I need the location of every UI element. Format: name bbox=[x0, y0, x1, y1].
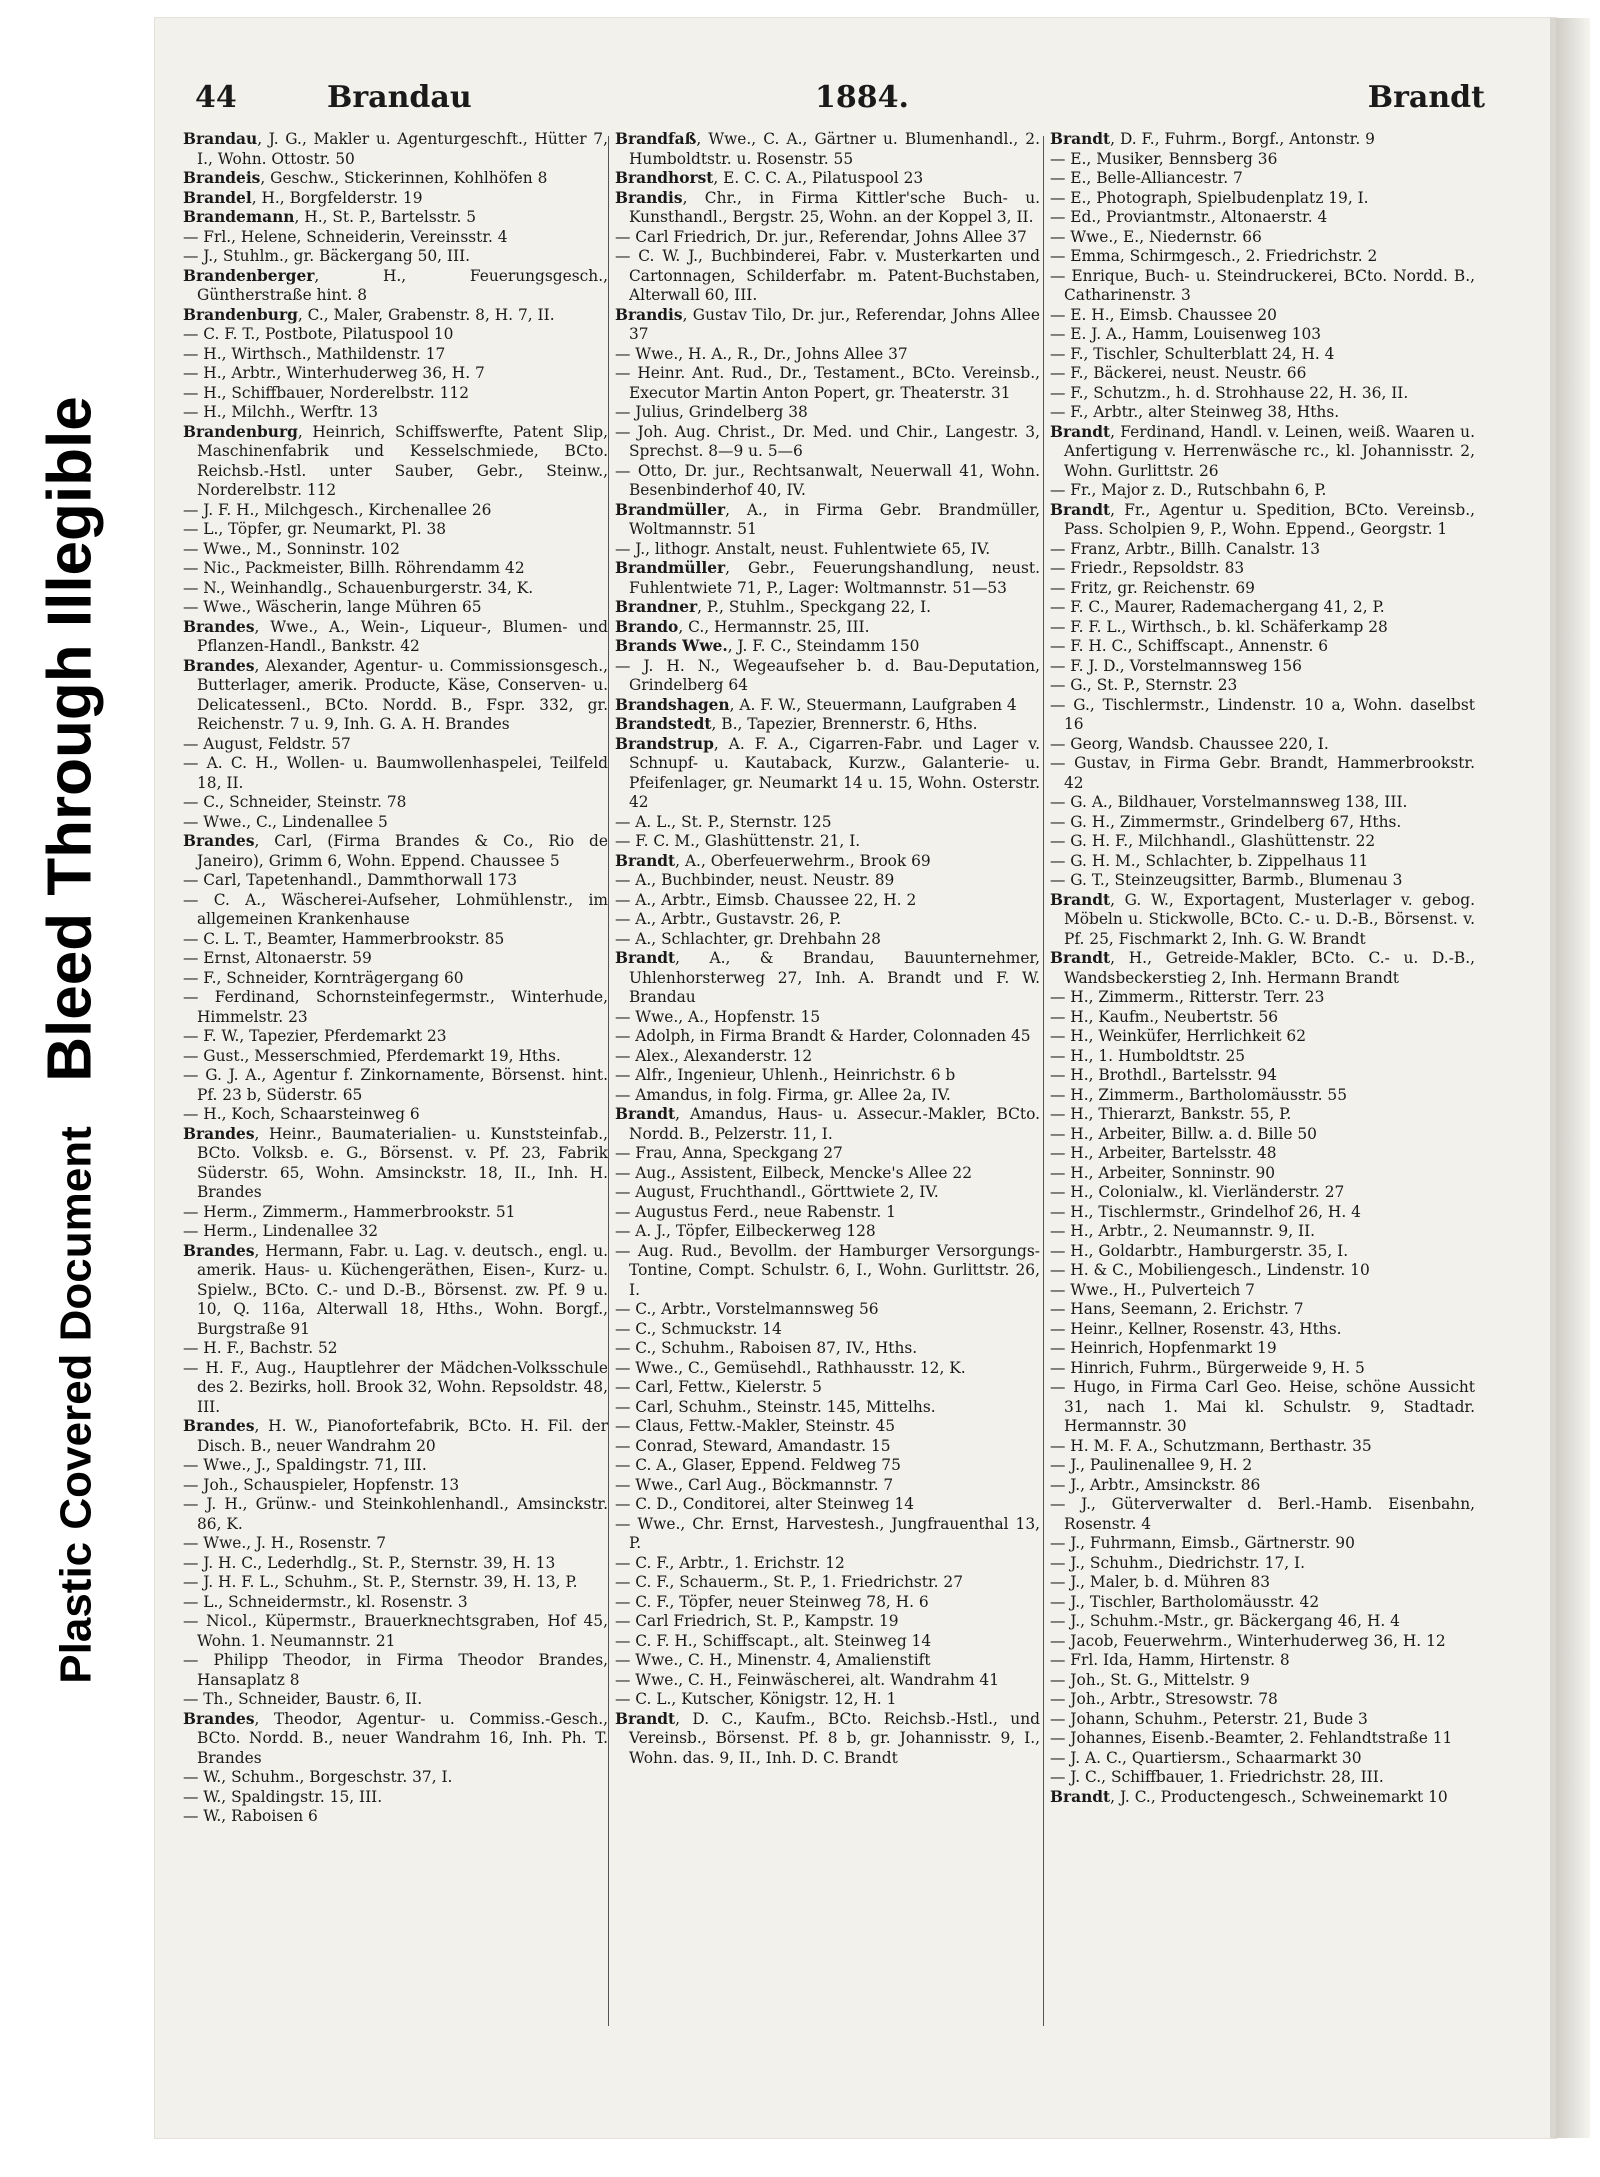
directory-entry: — A. L., St. P., Sternstr. 125 bbox=[615, 812, 832, 831]
directory-entry: — C. F., Arbtr., 1. Erichstr. 12 bbox=[615, 1553, 845, 1572]
directory-entry: Brandt, D. F., Fuhrm., Borgf., Antonstr. 9 bbox=[1050, 130, 1375, 148]
directory-entry: Brandes, Theodor, Agentur- u. Commiss.-Gesch., BCto. Nordd. B., neuer Wandrahm 16, Inh. Ph. T. Brandes bbox=[183, 1709, 608, 1767]
directory-entry: — C. D., Conditorei, alter Steinweg 14 bbox=[615, 1495, 915, 1513]
directory-entry: — H. F., Aug., Hauptlehrer der Mädchen-Volksschule des 2. Bezirks, holl. Brook 32, Wohn. Repsoldstr. 48, III. bbox=[183, 1358, 608, 1416]
directory-entry: Brandenburg, Heinrich, Schiffswerfte, Patent Slip, Maschinenfabrik und Kesselschmiede, BCto. Reichsb.-Hstl. unter Sauber, Gebr., Steinw., Norderelbstr. 112 bbox=[183, 422, 608, 499]
directory-entry: Brando, C., Hermannstr. 25, III. bbox=[615, 617, 870, 636]
directory-entry: — J., lithogr. Anstalt, neust. Fuhlentwiete 65, IV. bbox=[615, 539, 991, 558]
entry-surname: Brandes bbox=[183, 1124, 255, 1143]
entry-surname: Brandes bbox=[183, 832, 255, 850]
directory-entry: — H., Tischlermstr., Grindelhof 26, H. 4 bbox=[1050, 1202, 1361, 1221]
side-label-line-plastic: Plastic Covered Document bbox=[51, 1126, 101, 1684]
directory-entry: — C., Schuhm., Raboisen 87, IV., Hths. bbox=[615, 1339, 918, 1357]
entry-surname: Brandstrup bbox=[615, 734, 714, 753]
directory-entry: — E., Belle-Alliancestr. 7 bbox=[1050, 169, 1243, 187]
entry-surname: Brandt bbox=[1050, 949, 1111, 967]
directory-entry: — Carl Friedrich, Dr. jur., Referendar, Johns Allee 37 bbox=[615, 227, 1027, 246]
entry-surname: Brandfaß bbox=[615, 130, 697, 148]
directory-entry: Brandt, A., Oberfeuerwehrm., Brook 69 bbox=[615, 851, 931, 870]
directory-entry: Brandeis, Geschw., Stickerinnen, Kohlhöfen 8 bbox=[183, 169, 548, 187]
directory-entry: — J. A. C., Quartiersm., Schaarmarkt 30 bbox=[1050, 1748, 1362, 1767]
directory-entry: Brandfaß, Wwe., C. A., Gärtner u. Blumenhandl., 2. Humboldtstr. u. Rosenstr. 55 bbox=[615, 130, 1040, 168]
directory-entry: — G. T., Steinzeugsitter, Barmb., Blumenau 3 bbox=[1050, 871, 1403, 889]
directory-entry: — H., Wirthsch., Mathildenstr. 17 bbox=[183, 344, 446, 363]
directory-entry: — J. H., Grünw.- und Steinkohlenhandl., Amsinckstr. 86, K. bbox=[183, 1495, 608, 1533]
directory-entry: — Heinr., Kellner, Rosenstr. 43, Hths. bbox=[1050, 1319, 1342, 1338]
directory-entry: — Ferdinand, Schornsteinfegermstr., Winterhude, Himmelstr. 23 bbox=[183, 988, 608, 1026]
directory-entry: — H., Arbtr., 2. Neumannstr. 9, II. bbox=[1050, 1222, 1316, 1240]
directory-entry: — C. A., Glaser, Eppend. Feldweg 75 bbox=[615, 1456, 901, 1474]
column-divider bbox=[1043, 136, 1044, 2026]
directory-entry: — C., Arbtr., Vorstelmannsweg 56 bbox=[615, 1300, 879, 1318]
directory-entry: — Wwe., J. H., Rosenstr. 7 bbox=[183, 1534, 387, 1552]
directory-column-1 bbox=[183, 130, 608, 2050]
directory-entry: — A. C. H., Wollen- u. Baumwollenhaspelei, Teilfeld 18, II. bbox=[183, 754, 608, 792]
directory-entry: — Hugo, in Firma Carl Geo. Heise, schöne Aussicht 31, nach 1. Mai kl. Schulstr. 9, Stadtadr. Hermannstr. 30 bbox=[1050, 1378, 1475, 1435]
entry-surname: Brandemann bbox=[183, 208, 295, 226]
directory-entry: Brandel, H., Borgfelderstr. 19 bbox=[183, 188, 423, 207]
directory-entry: — Herm., Zimmerm., Hammerbrookstr. 51 bbox=[183, 1202, 516, 1221]
directory-entry: Brandt, H., Getreide-Makler, BCto. C.- u. D.-B., Wandsbeckerstieg 2, Inh. Hermann Brandt bbox=[1050, 949, 1475, 987]
directory-entry: Brandis, Chr., in Firma Kittler'sche Buch- u. Kunsthandl., Bergstr. 25, Wohn. an der Koppel 3, II. bbox=[615, 188, 1040, 226]
directory-entry: — Georg, Wandsb. Chaussee 220, I. bbox=[1050, 734, 1329, 753]
directory-entry: — C. F., Töpfer, neuer Steinweg 78, H. 6 bbox=[615, 1592, 929, 1611]
directory-entry: — Wwe., Carl Aug., Böckmannstr. 7 bbox=[615, 1475, 894, 1494]
directory-entry: — Frl., Helene, Schneiderin, Vereinsstr. 4 bbox=[183, 227, 508, 246]
directory-entry: — Aug. Rud., Bevollm. der Hamburger Versorgungs-Tontine, Compt. Schulstr. 6, I., Wohn. Gurlittstr. 26, I. bbox=[615, 1241, 1040, 1299]
entry-surname: Brandt bbox=[1050, 1787, 1111, 1806]
entry-surname: Brandes bbox=[183, 656, 255, 675]
directory-entry: — A., Schlachter, gr. Drehbahn 28 bbox=[615, 929, 881, 948]
directory-entry: — F. C. M., Glashüttenstr. 21, I. bbox=[615, 832, 861, 850]
directory-entry: — H. & C., Mobiliengesch., Lindenstr. 10 bbox=[1050, 1261, 1370, 1279]
left-running-title: Brandau bbox=[327, 80, 472, 115]
directory-entry: Brandes, Heinr., Baumaterialien- u. Kunststeinfab., BCto. Volksb. e. G., Börsenst. v. Pf. 23, Fabrik Süderstr. 65, Wohn. Amsinckstr. 18, II., Inh. H. Brandes bbox=[183, 1124, 608, 1201]
entry-surname: Brandt bbox=[615, 1709, 676, 1728]
directory-entry: — C. F., Schauerm., St. P., 1. Friedrichstr. 27 bbox=[615, 1573, 963, 1591]
directory-entry: — Carl, Fettw., Kielerstr. 5 bbox=[615, 1378, 822, 1396]
directory-entry: — Heinr. Ant. Rud., Dr., Testament., BCto. Vereinsb., Executor Martin Anton Popert, gr. Theaterstr. 31 bbox=[615, 364, 1040, 402]
directory-entry: — Wwe., C., Lindenallee 5 bbox=[183, 812, 388, 831]
directory-entry: — Ed., Proviantmstr., Altonaerstr. 4 bbox=[1050, 208, 1328, 226]
directory-entry: — Fr., Major z. D., Rutschbahn 6, P. bbox=[1050, 481, 1327, 499]
directory-entry: — Nic., Packmeister, Billh. Röhrendamm 42 bbox=[183, 559, 525, 577]
directory-entry: — Herm., Lindenallee 32 bbox=[183, 1222, 379, 1240]
directory-entry: — H., Zimmerm., Bartholomäusstr. 55 bbox=[1050, 1085, 1348, 1104]
entry-surname: Brandner bbox=[615, 598, 698, 616]
right-running-title: Brandt bbox=[1367, 80, 1485, 115]
directory-entry: — G., Tischlermstr., Lindenstr. 10 a, Wohn. daselbst 16 bbox=[1050, 695, 1475, 733]
directory-entry: — H., Colonialw., kl. Vierländerstr. 27 bbox=[1050, 1183, 1345, 1201]
entry-surname: Brandt bbox=[615, 1105, 676, 1123]
entry-surname: Brandenburg bbox=[183, 422, 298, 441]
directory-entry: Brandt, D. C., Kaufm., BCto. Reichsb.-Hstl., und Vereinsb., Börsenst. Pf. 8 b, gr. Johannisstr. 9, I., Wohn. das. 9, II., Inh. D. C. Brandt bbox=[615, 1709, 1040, 1767]
entry-surname: Brandes bbox=[183, 1417, 255, 1435]
directory-entry: Brandemann, H., St. P., Bartelsstr. 5 bbox=[183, 208, 477, 226]
directory-entry: — Wwe., M., Sonninstr. 102 bbox=[183, 539, 400, 558]
directory-entry: — Nicol., Küpermstr., Brauerknechtsgraben, Hof 45, Wohn. 1. Neumannstr. 21 bbox=[183, 1612, 608, 1650]
directory-entry: — Alex., Alexanderstr. 12 bbox=[615, 1046, 813, 1065]
directory-entry: — J., Schuhm., Diedrichstr. 17, I. bbox=[1050, 1553, 1306, 1572]
directory-entry: — F. W., Tapezier, Pferdemarkt 23 bbox=[183, 1027, 447, 1045]
directory-entry: — August, Feldstr. 57 bbox=[183, 734, 351, 753]
directory-entry: — Carl Friedrich, St. P., Kampstr. 19 bbox=[615, 1612, 899, 1630]
directory-entry: — H., Arbtr., Winterhuderweg 36, H. 7 bbox=[183, 364, 485, 382]
directory-entry: — Carl, Tapetenhandl., Dammthorwall 173 bbox=[183, 871, 518, 889]
directory-entry: — C. W. J., Buchbinderei, Fabr. v. Musterkarten und Cartonnagen, Schilderfabr. m. Patent-Buchstaben, Alterwall 60, III. bbox=[615, 247, 1040, 304]
entry-surname: Brandel bbox=[183, 188, 252, 207]
column-divider bbox=[608, 136, 609, 2026]
entry-surname: Brandenburg bbox=[183, 305, 298, 324]
directory-entry: — Enrique, Buch- u. Steindruckerei, BCto. Nordd. B., Catharinenstr. 3 bbox=[1050, 266, 1475, 304]
directory-entry: Brandes, H. W., Pianofortefabrik, BCto. H. Fil. der Disch. B., neuer Wandrahm 20 bbox=[183, 1417, 608, 1455]
entry-surname: Brandes bbox=[183, 1709, 255, 1728]
directory-entry: — Heinrich, Hopfenmarkt 19 bbox=[1050, 1339, 1277, 1357]
directory-entry: — Wwe., H. A., R., Dr., Johns Allee 37 bbox=[615, 344, 908, 363]
entry-surname: Brandshagen bbox=[615, 695, 730, 714]
directory-entry: Brandt, A., & Brandau, Bauunternehmer, Uhlenhorsterweg 27, Inh. A. Brandt und F. W. Brandau bbox=[615, 949, 1040, 1006]
side-label-text bbox=[35, 396, 106, 1683]
directory-entry: Brandt, G. W., Exportagent, Musterlager v. gebog. Möbeln u. Stickwolle, BCto. C.- u. D.-B., Börsenst. v. Pf. 25, Fischmarkt 2, Inh. G. W. Brandt bbox=[1050, 890, 1475, 948]
directory-entry: — H., Zimmerm., Ritterstr. Terr. 23 bbox=[1050, 988, 1325, 1006]
directory-entry: Brandshagen, A. F. W., Steuermann, Laufgraben 4 bbox=[615, 695, 1017, 714]
entry-surname: Brandeis bbox=[183, 169, 261, 187]
directory-entry: — H., Brothdl., Bartelsstr. 94 bbox=[1050, 1066, 1277, 1084]
directory-entry: — Philipp Theodor, in Firma Theodor Brandes, Hansaplatz 8 bbox=[183, 1651, 608, 1689]
directory-entry: — Frau, Anna, Speckgang 27 bbox=[615, 1144, 843, 1162]
entry-surname: Brands Wwe. bbox=[615, 637, 728, 655]
directory-entry: — F., Bäckerei, neust. Neustr. 66 bbox=[1050, 364, 1307, 382]
directory-entry: Brandt, J. C., Productengesch., Schweinemarkt 10 bbox=[1050, 1787, 1448, 1806]
directory-entry: Brandstedt, B., Tapezier, Brennerstr. 6, Hths. bbox=[615, 715, 978, 733]
directory-entry: — Joh., Arbtr., Stresowstr. 78 bbox=[1050, 1690, 1278, 1708]
side-label-line-bleed: Bleed Through Illegible bbox=[35, 396, 105, 1082]
directory-entry: — G., St. P., Sternstr. 23 bbox=[1050, 676, 1238, 694]
directory-entry: Brandes, Wwe., A., Wein-, Liqueur-, Blumen- und Pflanzen-Handl., Bankstr. 42 bbox=[183, 617, 608, 655]
directory-entry: — F., Schutzm., h. d. Strohhause 22, H. 36, II. bbox=[1050, 383, 1409, 402]
directory-entry: — Aug., Assistent, Eilbeck, Mencke's Allee 22 bbox=[615, 1163, 973, 1182]
directory-entry: — H., Koch, Schaarsteinweg 6 bbox=[183, 1105, 420, 1123]
entry-surname: Brandt bbox=[1050, 130, 1111, 148]
directory-page bbox=[155, 18, 1556, 2138]
directory-column-3 bbox=[1050, 130, 1475, 2050]
directory-entry: — L., Töpfer, gr. Neumarkt, Pl. 38 bbox=[183, 520, 447, 538]
directory-entry: — F. C., Maurer, Rademachergang 41, 2, P. bbox=[1050, 598, 1385, 616]
directory-entry: Brands Wwe., J. F. C., Steindamm 150 bbox=[615, 637, 920, 655]
entry-surname: Brandes bbox=[183, 617, 255, 636]
directory-entry: — H. M. F. A., Schutzmann, Berthastr. 35 bbox=[1050, 1436, 1372, 1455]
year-heading: 1884. bbox=[815, 80, 909, 115]
directory-entry: — F. J. D., Vorstelmannsweg 156 bbox=[1050, 656, 1302, 675]
directory-entry: — Wwe., C., Gemüsehdl., Rathhausstr. 12, K. bbox=[615, 1358, 966, 1377]
directory-entry: — Amandus, in folg. Firma, gr. Allee 2a, IV. bbox=[615, 1085, 951, 1104]
directory-entry: — J. H. C., Lederhdlg., St. P., Sternstr. 39, H. 13 bbox=[183, 1553, 556, 1572]
directory-entry: — H., Weinküfer, Herrlichkeit 62 bbox=[1050, 1027, 1307, 1045]
entry-surname: Brando bbox=[615, 617, 679, 636]
directory-entry: — J., Stuhlm., gr. Bäckergang 50, III. bbox=[183, 247, 471, 265]
directory-entry: Brandes, Carl, (Firma Brandes & Co., Rio de Janeiro), Grimm 6, Wohn. Eppend. Chaussee 5 bbox=[183, 832, 608, 870]
directory-entry: — H., Milchh., Werftr. 13 bbox=[183, 403, 379, 421]
directory-entry: — A., Arbtr., Eimsb. Chaussee 22, H. 2 bbox=[615, 890, 917, 909]
directory-entry: — E., Photograph, Spielbudenplatz 19, I. bbox=[1050, 188, 1369, 207]
side-label-strip bbox=[0, 0, 140, 2177]
directory-entry: — Gustav, in Firma Gebr. Brandt, Hammerbrookstr. 42 bbox=[1050, 754, 1475, 792]
directory-column-2 bbox=[615, 130, 1040, 2050]
directory-entry: Brandt, Fr., Agentur u. Spedition, BCto. Vereinsb., Pass. Scholpien 9, P., Wohn. Eppend., Georgstr. 1 bbox=[1050, 500, 1475, 538]
entry-surname: Brandau bbox=[183, 130, 258, 148]
directory-entry: — J., Schuhm.-Mstr., gr. Bäckergang 46, H. 4 bbox=[1050, 1612, 1400, 1630]
directory-entry: — E. J. A., Hamm, Louisenweg 103 bbox=[1050, 325, 1322, 343]
directory-entry: — E. H., Eimsb. Chaussee 20 bbox=[1050, 305, 1277, 324]
directory-entry: — Johannes, Eisenb.-Beamter, 2. Fehlandtstraße 11 bbox=[1050, 1729, 1453, 1747]
directory-entry: — J. C., Schiffbauer, 1. Friedrichstr. 28, III. bbox=[1050, 1768, 1384, 1786]
entry-surname: Brandt bbox=[615, 949, 676, 967]
entry-surname: Brandis bbox=[615, 305, 683, 324]
directory-entry: — Wwe., J., Spaldingstr. 71, III. bbox=[183, 1456, 427, 1474]
directory-entry: — J. H. F. L., Schuhm., St. P., Sternstr. 39, H. 13, P. bbox=[183, 1573, 578, 1591]
directory-entry: — J., Güterverwalter d. Berl.-Hamb. Eisenbahn, Rosenstr. 4 bbox=[1050, 1495, 1475, 1533]
directory-entry: — J., Arbtr., Amsinckstr. 86 bbox=[1050, 1475, 1261, 1494]
directory-entry: — H., Arbeiter, Billw. a. d. Bille 50 bbox=[1050, 1124, 1317, 1143]
directory-entry: — Wwe., C. H., Minenstr. 4, Amalienstift bbox=[615, 1651, 931, 1669]
directory-entry: — H., Thierarzt, Bankstr. 55, P. bbox=[1050, 1105, 1292, 1123]
directory-entry: — Julius, Grindelberg 38 bbox=[615, 403, 808, 421]
directory-entry: — G. A., Bildhauer, Vorstelmannsweg 138, III. bbox=[1050, 793, 1408, 811]
entry-surname: Brandmüller bbox=[615, 559, 726, 577]
directory-entry: — C. A., Wäscherei-Aufseher, Lohmühlenstr., im allgemeinen Krankenhause bbox=[183, 890, 608, 928]
directory-entry: Brandis, Gustav Tilo, Dr. jur., Referendar, Johns Allee 37 bbox=[615, 305, 1040, 343]
directory-entry: — H., Goldarbtr., Hamburgerstr. 35, I. bbox=[1050, 1241, 1349, 1260]
directory-entry: — Joh. Aug. Christ., Dr. Med. und Chir., Langestr. 3, Sprechst. 8—9 u. 5—6 bbox=[615, 422, 1040, 460]
directory-entry: — Frl. Ida, Hamm, Hirtenstr. 8 bbox=[1050, 1651, 1290, 1669]
directory-entry: — A. J., Töpfer, Eilbeckerweg 128 bbox=[615, 1222, 876, 1240]
directory-entry: Brandes, Hermann, Fabr. u. Lag. v. deutsch., engl. u. amerik. Haus- u. Küchengeräthen, Eisen-, Kurz- u. Spielw., BCto. C.- und D.-B., Börsenst. zw. Pf. 9 u. 10, Q. 116a, Alterwall 18, Hths., Wohn. Borgf., Burgstraße 91 bbox=[183, 1241, 608, 1338]
directory-entry: — F. F. L., Wirthsch., b. kl. Schäferkamp 28 bbox=[1050, 617, 1388, 636]
directory-entry: — A., Buchbinder, neust. Neustr. 89 bbox=[615, 871, 895, 889]
directory-entry: — F. H. C., Schiffscapt., Annenstr. 6 bbox=[1050, 637, 1329, 655]
directory-entry: — H., Schiffbauer, Norderelbstr. 112 bbox=[183, 383, 470, 402]
directory-entry: — Hinrich, Fuhrm., Bürgerweide 9, H. 5 bbox=[1050, 1358, 1365, 1377]
directory-entry: — G. H. F., Milchhandl., Glashüttenstr. 22 bbox=[1050, 832, 1376, 850]
directory-entry: Brandenberger, H., Feuerungsgesch., Güntherstraße hint. 8 bbox=[183, 266, 608, 304]
directory-entry: — J., Maler, b. d. Mühren 83 bbox=[1050, 1573, 1271, 1591]
directory-entry: Brandt, Ferdinand, Handl. v. Leinen, weiß. Waaren u. Anfertigung v. Herrenwäsche rc., kl. Johannisstr. 2, Wohn. Gurlittstr. 26 bbox=[1050, 422, 1475, 480]
directory-entry: — Ernst, Altonaerstr. 59 bbox=[183, 949, 372, 967]
directory-entry: Brandenburg, C., Maler, Grabenstr. 8, H. 7, II. bbox=[183, 305, 555, 324]
directory-entry: — Gust., Messerschmied, Pferdemarkt 19, Hths. bbox=[183, 1046, 561, 1065]
directory-entry: — Alfr., Ingenieur, Uhlenh., Heinrichstr. 6 b bbox=[615, 1066, 956, 1084]
directory-entry: — J. F. H., Milchgesch., Kirchenallee 26 bbox=[183, 500, 492, 519]
directory-entry: — Jacob, Feuerwehrm., Winterhuderweg 36, H. 12 bbox=[1050, 1631, 1446, 1650]
directory-entry: — Adolph, in Firma Brandt & Harder, Colonnaden 45 bbox=[615, 1027, 1031, 1045]
directory-entry: Brandner, P., Stuhlm., Speckgang 22, I. bbox=[615, 598, 932, 616]
directory-entry: — W., Schuhm., Borgeschstr. 37, I. bbox=[183, 1768, 453, 1786]
directory-entry: — W., Spaldingstr. 15, III. bbox=[183, 1787, 383, 1806]
directory-entry: — F., Tischler, Schulterblatt 24, H. 4 bbox=[1050, 344, 1335, 363]
directory-entry: Brandes, Alexander, Agentur- u. Commissionsgesch., Butterlager, amerik. Producte, Käse, Conserven- u. Delicatessenl., BCto. Nordd. B., Fspr. 332, gr. Reichenstr. 7 u. 9, Inh. G. A. H. Brandes bbox=[183, 656, 608, 733]
directory-entry: Brandmüller, Gebr., Feuerungshandlung, neust. Fuhlentwiete 71, P., Lager: Woltmannstr. 51—53 bbox=[615, 559, 1040, 597]
directory-entry: — H., Arbeiter, Bartelsstr. 48 bbox=[1050, 1144, 1277, 1162]
directory-entry: — Hans, Seemann, 2. Erichstr. 7 bbox=[1050, 1300, 1304, 1318]
directory-entry: Brandstrup, A. F. A., Cigarren-Fabr. und Lager v. Schnupf- u. Kautaback, Kurzw., Galanterie- u. Pfeifenlager, gr. Neumarkt 14 u. 15, Wohn. Osterstr. 42 bbox=[615, 734, 1040, 811]
directory-entry: — G. H. M., Schlachter, b. Zippelhaus 11 bbox=[1050, 851, 1369, 870]
directory-entry: — E., Musiker, Bennsberg 36 bbox=[1050, 149, 1278, 168]
entry-surname: Brandmüller bbox=[615, 500, 726, 519]
directory-entry: — C. L., Kutscher, Königstr. 12, H. 1 bbox=[615, 1690, 897, 1708]
directory-entry: — H., Arbeiter, Sonninstr. 90 bbox=[1050, 1163, 1276, 1182]
directory-entry: — L., Schneidermstr., kl. Rosenstr. 3 bbox=[183, 1592, 468, 1611]
directory-entry: — F., Schneider, Kornträgergang 60 bbox=[183, 968, 464, 987]
directory-entry: — Th., Schneider, Baustr. 6, II. bbox=[183, 1690, 423, 1708]
directory-entry: — W., Raboisen 6 bbox=[183, 1807, 318, 1825]
directory-entry: — G. H., Zimmermstr., Grindelberg 67, Hths. bbox=[1050, 812, 1402, 831]
directory-entry: — Wwe., Chr. Ernst, Harvestesh., Jungfrauenthal 13, P. bbox=[615, 1514, 1040, 1552]
entry-surname: Brandes bbox=[183, 1241, 255, 1260]
entry-surname: Brandt bbox=[1050, 500, 1111, 519]
directory-entry: — F., Arbtr., alter Steinweg 38, Hths. bbox=[1050, 403, 1340, 421]
directory-entry: — Carl, Schuhm., Steinstr. 145, Mittelhs. bbox=[615, 1397, 936, 1416]
directory-entry: — C. F. H., Schiffscapt., alt. Steinweg 14 bbox=[615, 1631, 932, 1650]
directory-entry: — Joh., St. G., Mittelstr. 9 bbox=[1050, 1670, 1250, 1689]
entry-surname: Brandenberger bbox=[183, 266, 315, 285]
page-number: 44 bbox=[195, 80, 237, 115]
directory-entry: — C., Schmuckstr. 14 bbox=[615, 1319, 782, 1338]
directory-entry: — N., Weinhandlg., Schauenburgerstr. 34, K. bbox=[183, 578, 534, 597]
directory-entry: Brandau, J. G., Makler u. Agenturgeschft., Hütter 7, I., Wohn. Ottostr. 50 bbox=[183, 130, 608, 168]
directory-entry: — Claus, Fettw.-Makler, Steinstr. 45 bbox=[615, 1417, 896, 1435]
directory-entry: — Wwe., Wäscherin, lange Mühren 65 bbox=[183, 598, 482, 616]
directory-entry: — H., Kaufm., Neubertstr. 56 bbox=[1050, 1007, 1279, 1026]
directory-entry: — Wwe., C. H., Feinwäscherei, alt. Wandrahm 41 bbox=[615, 1670, 1000, 1689]
directory-entry: — Emma, Schirmgesch., 2. Friedrichstr. 2 bbox=[1050, 247, 1378, 265]
directory-entry: — H. F., Bachstr. 52 bbox=[183, 1339, 338, 1357]
entry-surname: Brandstedt bbox=[615, 715, 712, 733]
directory-entry: — Johann, Schuhm., Peterstr. 21, Bude 3 bbox=[1050, 1709, 1368, 1728]
directory-entry: — Wwe., E., Niedernstr. 66 bbox=[1050, 227, 1262, 246]
directory-entry: — J., Fuhrmann, Eimsb., Gärtnerstr. 90 bbox=[1050, 1534, 1355, 1552]
directory-entry: — Fritz, gr. Reichenstr. 69 bbox=[1050, 578, 1255, 597]
directory-entry: — Joh., Schauspieler, Hopfenstr. 13 bbox=[183, 1475, 460, 1494]
directory-entry: — J., Tischler, Bartholomäusstr. 42 bbox=[1050, 1592, 1320, 1611]
directory-entry: — August, Fruchthandl., Görttwiete 2, IV. bbox=[615, 1183, 939, 1201]
directory-entry: — J. H. N., Wegeaufseher b. d. Bau-Deputation, Grindelberg 64 bbox=[615, 656, 1040, 694]
directory-entry: — H., 1. Humboldtstr. 25 bbox=[1050, 1046, 1246, 1065]
directory-entry: — C., Schneider, Steinstr. 78 bbox=[183, 793, 407, 811]
entry-surname: Brandhorst bbox=[615, 169, 714, 187]
entry-surname: Brandis bbox=[615, 188, 683, 207]
directory-entry: Brandmüller, A., in Firma Gebr. Brandmüller, Woltmannstr. 51 bbox=[615, 500, 1040, 538]
directory-entry: — Franz, Arbtr., Billh. Canalstr. 13 bbox=[1050, 539, 1321, 558]
entry-surname: Brandt bbox=[1050, 422, 1111, 441]
directory-entry: — A., Arbtr., Gustavstr. 26, P. bbox=[615, 910, 842, 928]
directory-entry: — Conrad, Steward, Amandastr. 15 bbox=[615, 1436, 891, 1455]
directory-entry: — J., Paulinenallee 9, H. 2 bbox=[1050, 1456, 1253, 1474]
entry-surname: Brandt bbox=[1050, 890, 1111, 909]
directory-entry: — C. L. T., Beamter, Hammerbrookstr. 85 bbox=[183, 929, 505, 948]
directory-entry: — Augustus Ferd., neue Rabenstr. 1 bbox=[615, 1202, 896, 1221]
entry-surname: Brandt bbox=[615, 851, 676, 870]
directory-entry: Brandt, Amandus, Haus- u. Assecur.-Makler, BCto. Nordd. B., Pelzerstr. 11, I. bbox=[615, 1105, 1040, 1143]
directory-entry: — Wwe., A., Hopfenstr. 15 bbox=[615, 1007, 821, 1026]
page-edge bbox=[1556, 18, 1590, 2138]
directory-entry: — Wwe., H., Pulverteich 7 bbox=[1050, 1280, 1255, 1299]
directory-entry: — Friedr., Repsoldstr. 83 bbox=[1050, 559, 1245, 577]
directory-entry: — G. J. A., Agentur f. Zinkornamente, Börsenst. hint. Pf. 23 b, Süderstr. 65 bbox=[183, 1066, 608, 1104]
directory-entry: — C. F. T., Postbote, Pilatuspool 10 bbox=[183, 325, 454, 343]
directory-entry: Brandhorst, E. C. C. A., Pilatuspool 23 bbox=[615, 169, 924, 187]
directory-entry: — Otto, Dr. jur., Rechtsanwalt, Neuerwall 41, Wohn. Besenbinderhof 40, IV. bbox=[615, 461, 1040, 499]
page-header bbox=[195, 80, 1485, 128]
